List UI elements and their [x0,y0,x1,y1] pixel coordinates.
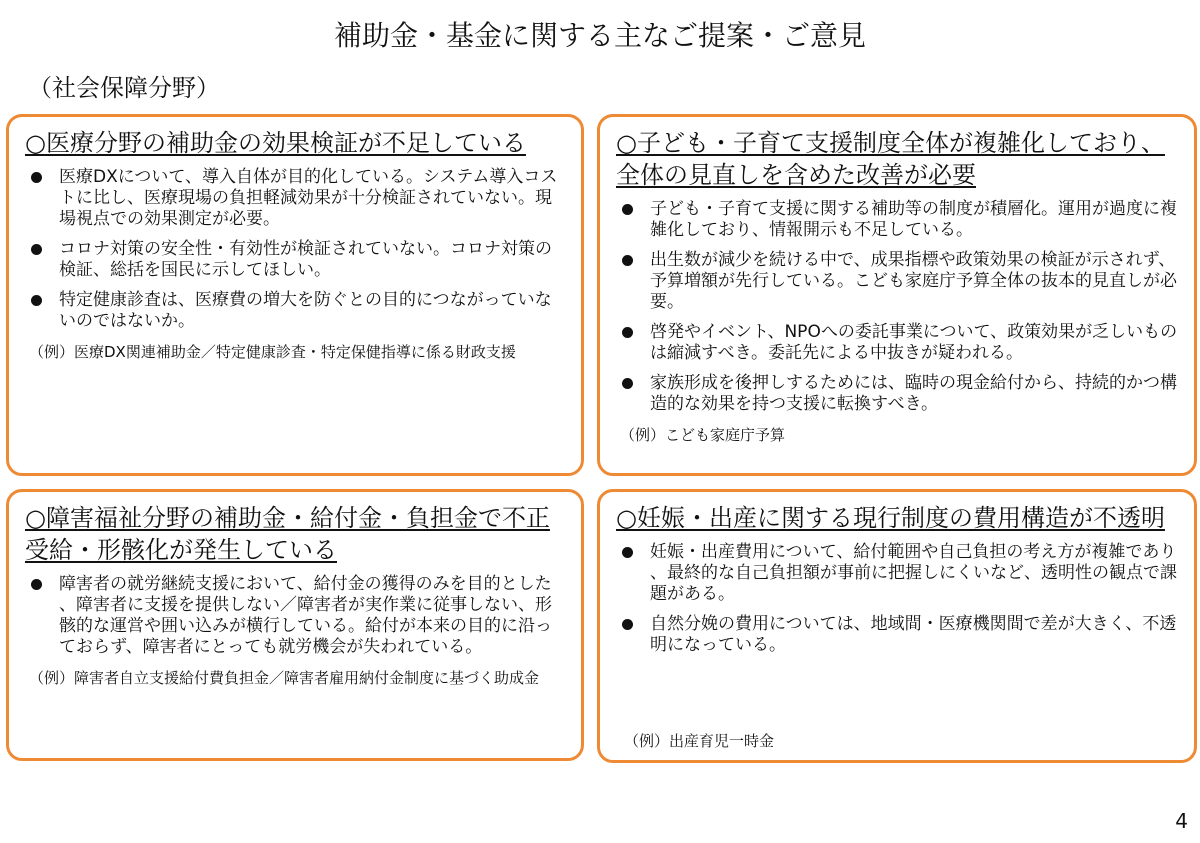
list-item [25,167,567,230]
bullet-icon [31,172,42,183]
bullet-text: 出生数が減少を続ける中で、成果指標や政策効果の検証が示されず、予算増額が先行している。こども家庭庁予算全体の抜本的見直しが必要。 [650,250,1177,312]
list-item [616,250,1180,313]
list-item [25,574,567,658]
bullet-text: 家族形成を後押しするためには、臨時の現金給付から、持続的かつ構造的な効果を持つ支援に転換すべき。 [650,373,1177,414]
page-title: 補助金・基金に関する主なご提案・ご意見 [333,19,866,52]
list-item [616,373,1180,415]
bullet-text: 妊娠・出産費用について、給付範囲や自己負担の考え方が複雑であり、最終的な自己負担額が事前に把握しにくいなど、透明性の観点で課題がある。 [650,542,1177,604]
bullet-icon [622,327,633,338]
bullet-text: 啓発やイベント、NPOへの委託事業について、政策効果が乏しいものは縮減すべき。委託先による中抜きが疑われる。 [650,322,1178,363]
bullet-text: 特定健康診査は、医療費の増大を防ぐとの目的につながっていないのではないか。 [59,290,552,331]
bullet-icon [622,204,633,215]
example-note: （例）障害者自立支援給付費負担金／障害者雇用納付金制度に基づく助成金 [29,669,540,687]
bullet-icon [622,255,633,266]
bullet-icon [622,619,633,630]
list-item [616,614,1180,656]
card-childcare-support [597,114,1197,476]
card-heading: ○子ども・子育て支援制度全体が複雑化しており、全体の見直しを含めた改善が必要 [616,129,1165,189]
bullet-icon [622,378,633,389]
list-item [25,290,567,332]
bullet-icon [31,579,42,590]
bullet-text: 医療DXについて、導入自体が目的化している。システム導入コストに比し、医療現場の負担軽減効果が十分検証されていない。現場視点での効果測定が必要。 [59,167,558,229]
card-heading: ○医療分野の補助金の効果検証が不足している [25,129,526,157]
bullet-text: 障害者の就労継続支援において、給付金の獲得のみを目的とした、障害者に支援を提供しない／障害者が実作業に従事しない、形骸的な運営や囲い込みが横行している。給付が本来の目的に沿っておらず、障害者にとっても就労機会が失われている。 [59,574,552,657]
card-pregnancy-childbirth [597,489,1197,763]
list-item [25,239,567,281]
card-heading: ○障害福祉分野の補助金・給付金・負担金で不正受給・形骸化が発生している [25,504,550,564]
bullet-list [25,574,567,658]
bullet-icon [31,295,42,306]
bullet-text: 子ども・子育て支援に関する補助等の制度が積層化。運用が過度に複雑化しており、情報開示も不足している。 [650,199,1177,240]
example-note: （例）医療DX関連補助金／特定健康診査・特定保健指導に係る財政支援 [29,343,516,361]
bullet-list [616,199,1180,415]
list-item [616,322,1180,364]
example-note: （例）出産育児一時金 [624,732,775,750]
card-heading: ○妊娠・出産に関する現行制度の費用構造が不透明 [616,504,1165,532]
bullet-icon [622,547,633,558]
example-note: （例）こども家庭庁予算 [620,426,786,444]
list-item [616,542,1180,605]
list-item [616,199,1180,241]
bullet-text: 自然分娩の費用については、地域間・医療機関間で差が大きく、不透明になっている。 [650,614,1177,655]
bullet-icon [31,244,42,255]
bullet-text: コロナ対策の安全性・有効性が検証されていない。コロナ対策の検証、総括を国民に示してほしい。 [59,239,552,280]
section-label: （社会保障分野） [28,74,220,102]
card-medical-subsidy [6,114,584,476]
bullet-list [25,167,567,332]
card-disability-welfare [6,489,584,761]
page-number: 4 [1175,809,1188,833]
bullet-list [616,542,1180,656]
